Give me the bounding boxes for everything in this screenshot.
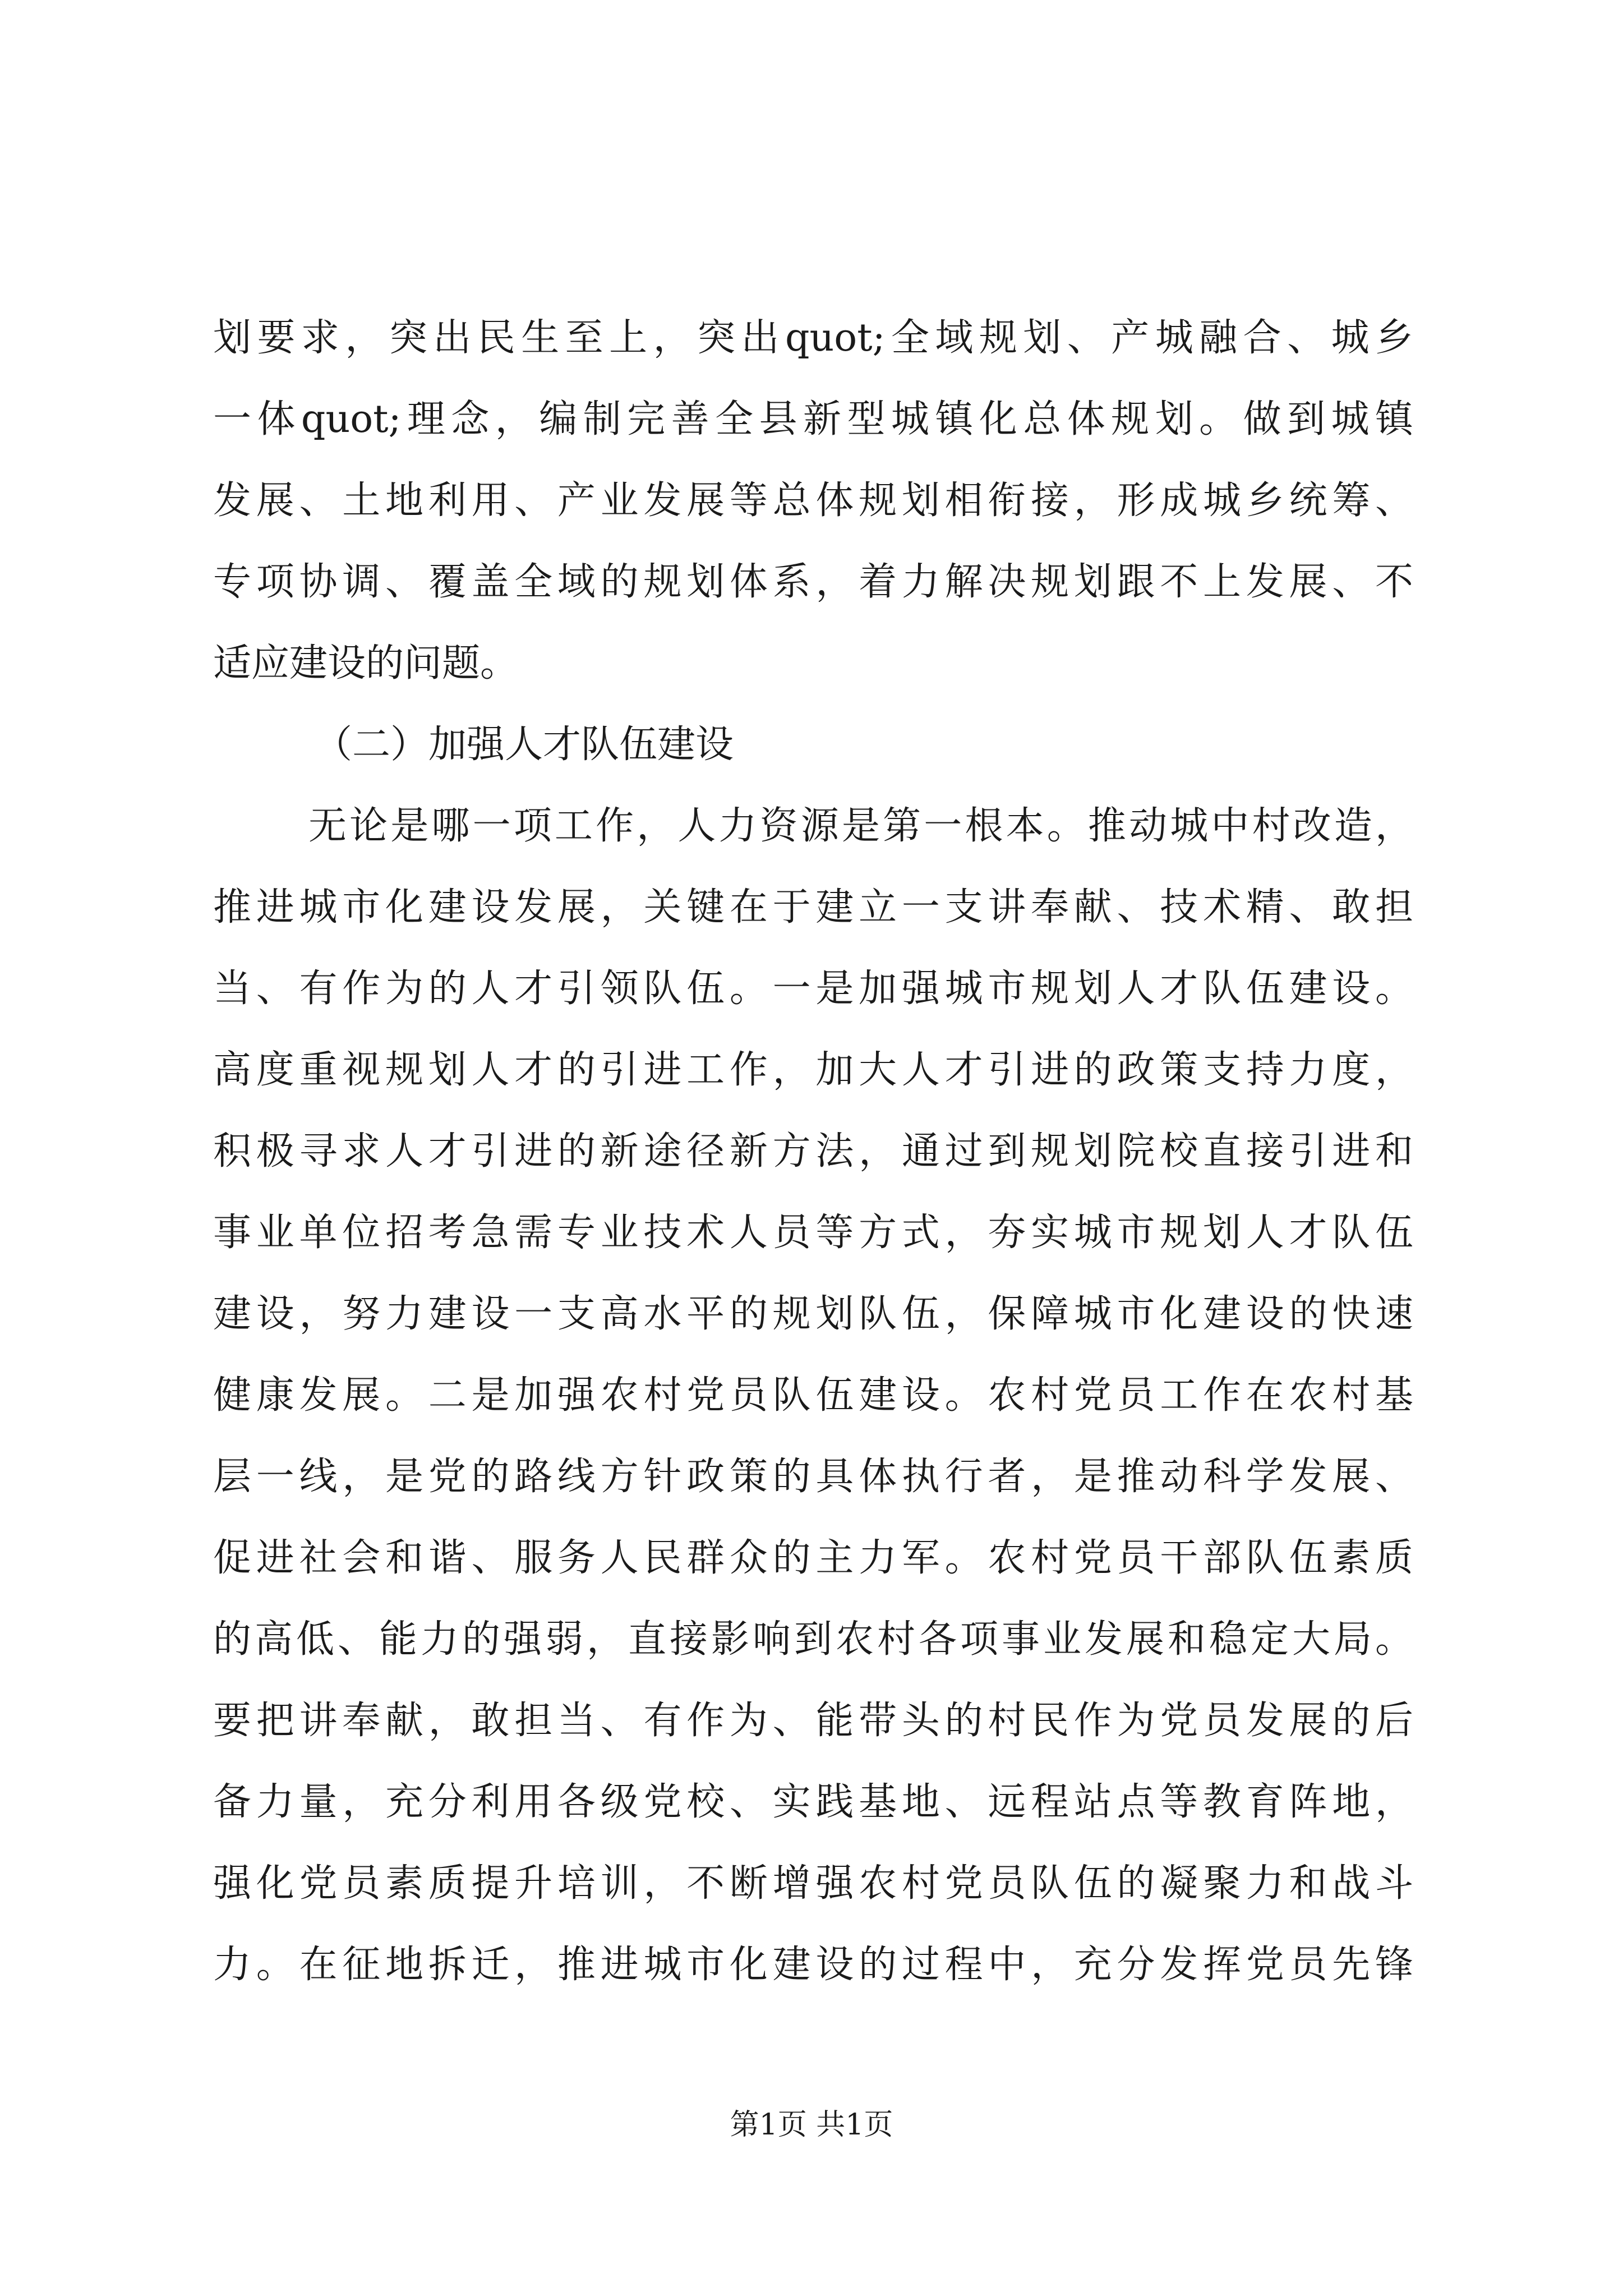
body-line: 当、有作为的人才引领队伍。一是加强城市规划人才队伍建设。 — [213, 967, 1413, 1011]
body-line: 适应建设的问题。 — [213, 641, 519, 685]
body-line: 健康发展。二是加强农村党员队伍建设。农村党员工作在农村基 — [213, 1373, 1413, 1418]
body-line: 无论是哪一项工作，人力资源是第一根本。推动城中村改造， — [308, 804, 1413, 848]
body-line: 建设，努力建设一支高水平的规划队伍，保障城市化建设的快速 — [213, 1292, 1413, 1336]
body-line: 备力量，充分利用各级党校、实践基地、远程站点等教育阵地， — [213, 1780, 1413, 1824]
body-line: 专项协调、覆盖全域的规划体系，着力解决规划跟不上发展、不 — [213, 560, 1413, 604]
page-footer: 第1页 共1页 — [730, 2108, 893, 2142]
body-line: 划要求，突出民生至上，突出quot;全域规划、产城融合、城乡 — [213, 316, 1413, 360]
body-line: 发展、土地利用、产业发展等总体规划相衔接，形成城乡统筹、 — [213, 478, 1413, 523]
body-line: 强化党员素质提升培训，不断增强农村党员队伍的凝聚力和战斗 — [213, 1861, 1413, 1906]
document-body — [213, 297, 1413, 2005]
body-line: 促进社会和谐、服务人民群众的主力军。农村党员干部队伍素质 — [213, 1536, 1413, 1580]
body-line: 事业单位招考急需专业技术人员等方式，夯实城市规划人才队伍 — [213, 1211, 1413, 1255]
body-line: 的高低、能力的强弱，直接影响到农村各项事业发展和稳定大局。 — [213, 1617, 1413, 1662]
body-line: 一体quot;理念，编制完善全县新型城镇化总体规划。做到城镇 — [213, 397, 1413, 441]
body-line: 层一线，是党的路线方针政策的具体执行者，是推动科学发展、 — [213, 1455, 1413, 1499]
body-line: 高度重视规划人才的引进工作，加大人才引进的政策支持力度， — [213, 1048, 1413, 1092]
body-line: 力。在征地拆迁，推进城市化建设的过程中，充分发挥党员先锋 — [213, 1943, 1413, 1987]
body-line: 推进城市化建设发展，关键在于建立一支讲奉献、技术精、敢担 — [213, 885, 1413, 930]
body-line: 要把讲奉献，敢担当、有作为、能带头的村民作为党员发展的后 — [213, 1699, 1413, 1743]
section-heading: （二）加强人才队伍建设 — [314, 723, 734, 767]
body-line: 积极寻求人才引进的新途径新方法，通过到规划院校直接引进和 — [213, 1129, 1413, 1174]
